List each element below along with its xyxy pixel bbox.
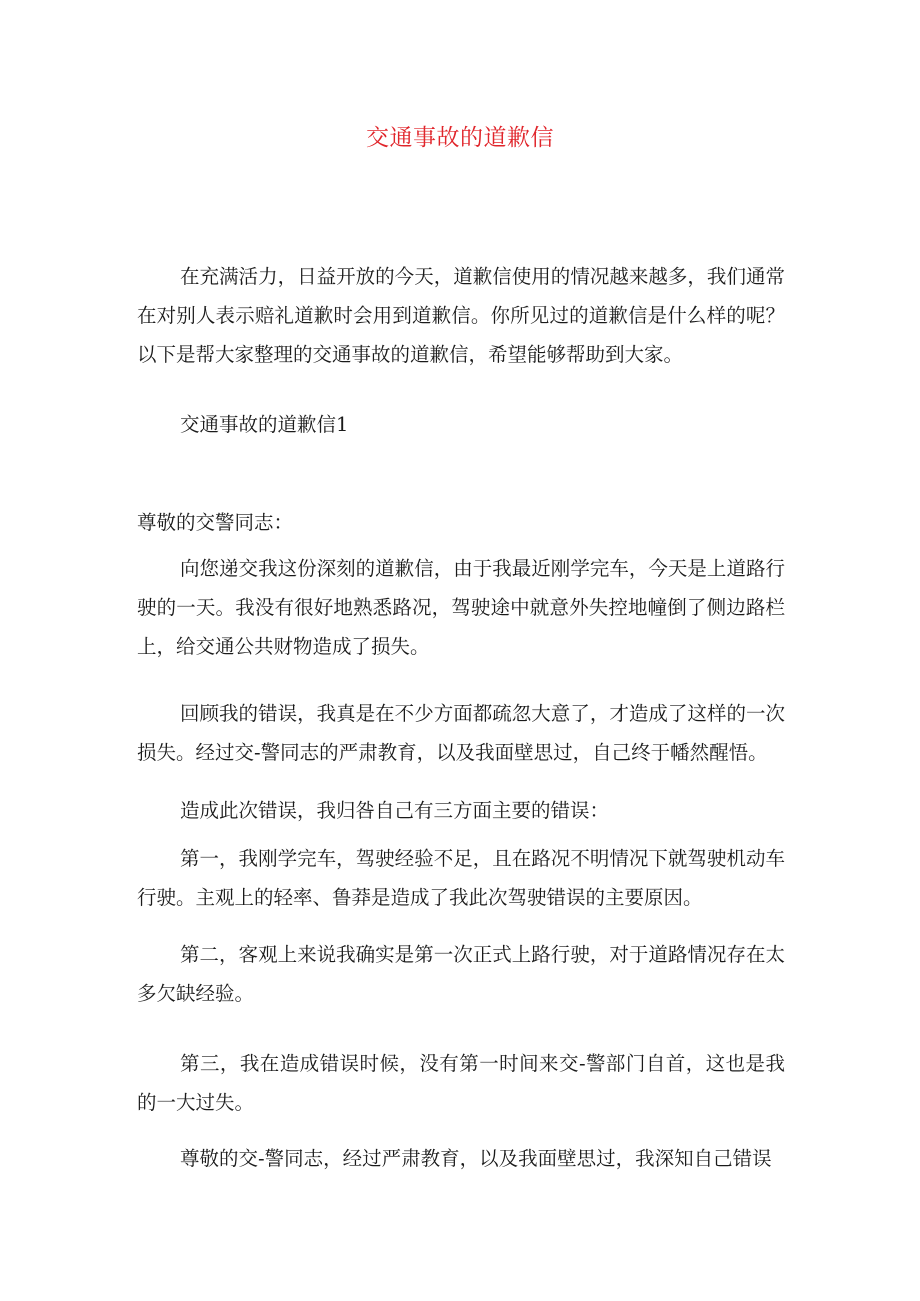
body-paragraph-4: 第一，我刚学完车，驾驶经验不足，且在路况不明情况下就驾驶机动车行驶。主观上的轻率、鲁莽是造成了我此次驾驶错误的主要原因。 — [137, 847, 785, 909]
body-paragraph-5: 第二，客观上来说我确实是第一次正式上路行驶，对于道路情况存在太多欠缺经验。 — [137, 943, 785, 1005]
body-paragraph-2: 回顾我的错误，我真是在不少方面都疏忽大意了，才造成了这样的一次损失。经过交-警同志的严肃教育，以及我面壁思过，自己终于幡然醒悟。 — [137, 702, 785, 764]
intro-paragraph: 在充满活力，日益开放的今天，道歉信使用的情况越来越多，我们通常在对别人表示赔礼道歉时会用到道歉信。你所见过的道歉信是什么样的呢？以下是帮大家整理的交通事故的道歉信，希望能够帮助到大家。 — [137, 265, 785, 366]
body-paragraph-6: 第三，我在造成错误时候，没有第一时间来交-警部门自首，这也是我的一大过失。 — [137, 1052, 785, 1114]
salutation: 尊敬的交警同志： — [137, 511, 294, 534]
body-paragraph-7: 尊敬的交-警同志，经过严肃教育，以及我面壁思过，我深知自己错误 — [180, 1147, 772, 1170]
body-paragraph-1: 向您递交我这份深刻的道歉信，由于我最近刚学完车，今天是上道路行驶的一天。我没有很好地熟悉路况，驾驶途中就意外失控地幢倒了侧边路栏上，给交通公共财物造成了损失。 — [137, 557, 785, 658]
body-paragraph-3: 造成此次错误，我归咎自己有三方面主要的错误： — [180, 799, 610, 822]
letter-subtitle: 交通事故的道歉信1 — [180, 413, 349, 436]
document-title: 交通事故的道歉信 — [366, 125, 554, 151]
